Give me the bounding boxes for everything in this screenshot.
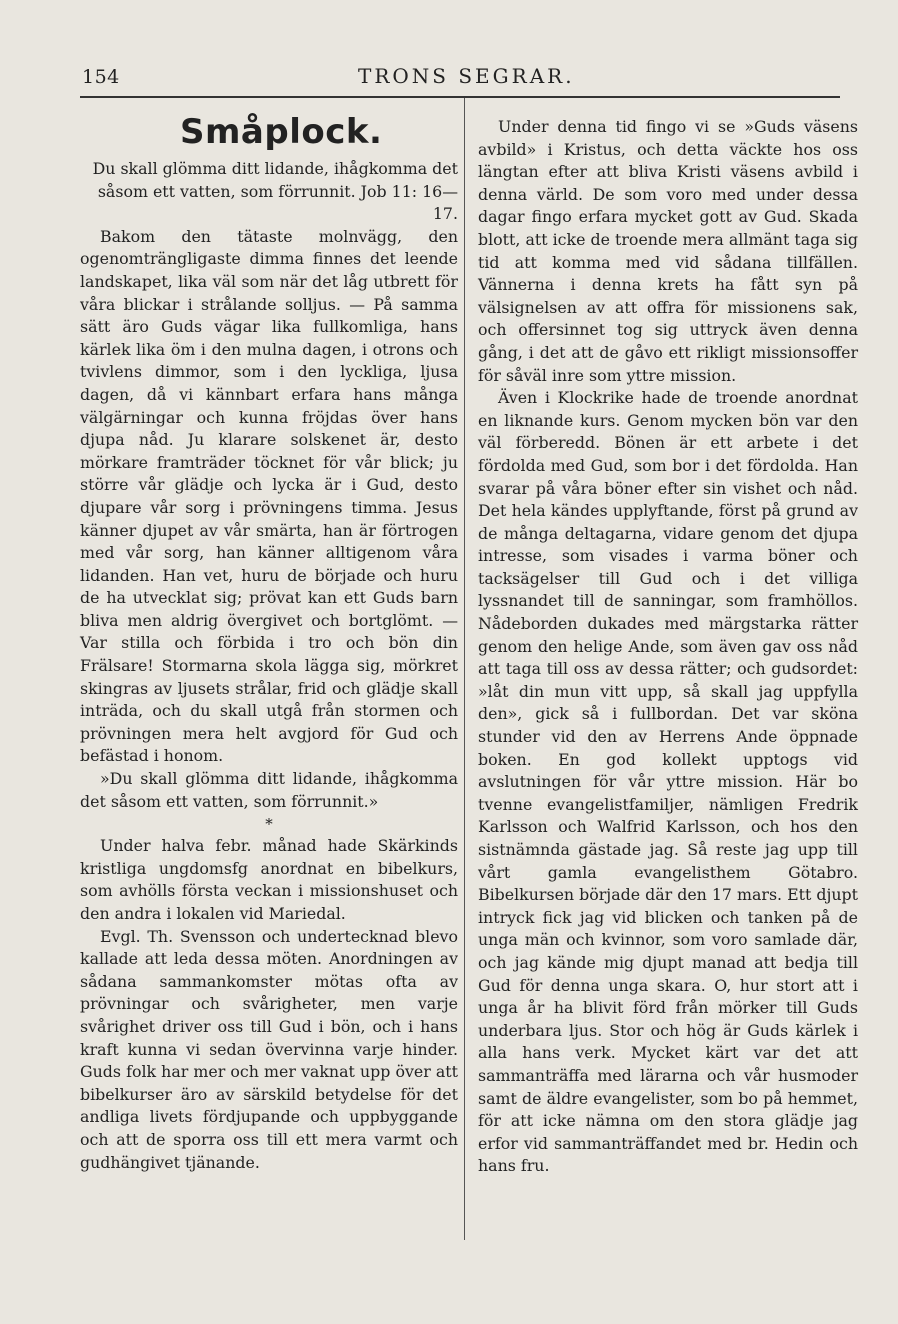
paragraph: Under denna tid fingo vi se »Guds väsens avbild» i Kristus, och detta väckte hos oss längtan efter att bliva Kristi väsens avbild i denna värld. De som voro med under dessa dagar fingo erfara mycket gott av Gud. Skada blott, att icke de troende mera allmänt taga sig tid att komma med vid sådana tillfällen. Vännerna i denna krets ha fått syn på välsignelsen av att offra för missionens sak, och offersinnet tog sig uttryck även denna gång, i det att de gåvo ett rikligt missionsoffer för såväl inre som yttre mission. <box>478 117 858 385</box>
left-column <box>80 112 458 1174</box>
running-title: TRONS SEGRAR. <box>358 64 575 88</box>
paragraph: Även i Klockrike hade de troende anordnat en liknande kurs. Genom mycken bön var den väl förberedd. Bönen är ett arbete i det fördolda med Gud, som bor i det fördolda. Han svarar på våra böner efter sin vishet och nåd. Det hela kändes upplyftande, först på grund av de många deltagarna, vidare genom det djupa intresse, som visades i varma böner och tacksägelser till Gud och i det villiga lyssnandet till de sanningar, som framhöllos. Nådeborden dukades med märgstarka rätter genom den helige Ande, som även gav oss nåd att taga till oss av dessa rätter; och gudsordet: »låt din mun vitt upp, så skall jag uppfylla den», gick så i fullbordan. Det var sköna stunder vid den av Herrens Ande öppnade boken. En god kollekt upptogs vid avslutningen för vår yttre mission. Här bo tvenne evangelistfamiljer, nämligen Fredrik Karlsson och Walfrid Karlsson, och hos den sistnämnda gästade jag. Så reste jag upp till vårt gamla evangelisthem Götabro. Bibelkursen började där den 17 mars. Ett djupt intryck fick jag vid blicken och tanken på de unga män och kvinnor, som voro samlade där, och jag kände mig djupt manad att bedja till Gud för denna unga skara. O, hur stort att i unga år ha blivit förd från mörker till Guds underbara ljus. Stor och hög är Guds kärlek i alla hans verk. Mycket kärt var det att sammanträffa med lärarna och vår husmoder samt de äldre evangelister, som bo på hemmet, för att icke nämna om den stora glädje jag erfor vid sammanträffandet med br. Hedin och hans fru. <box>478 388 858 1176</box>
section-separator: * <box>265 815 273 834</box>
paragraph: »Du skall glömma ditt lidande, ihågkomma det såsom ett vatten, som förrunnit.» <box>80 769 458 811</box>
header-rule <box>80 96 840 98</box>
column-divider <box>464 98 465 1240</box>
epigraph: Du skall glömma ditt lidande, ihågkomma det såsom ett vatten, som förrunnit. Job 11: 16—17. <box>92 159 458 224</box>
paragraph: Under halva febr. månad hade Skärkinds kristliga ungdomsfg anordnat en bibelkurs, som avhölls första veckan i missionshuset och den andra i lokalen vid Mariedal. <box>80 836 458 923</box>
right-column <box>478 116 858 1178</box>
paragraph: Evgl. Th. Svensson och undertecknad blevo kallade att leda dessa möten. Anordningen av sådana sammankomster mötas ofta av prövningar och svårigheter, men varje svårighet driver oss till Gud i bön, och i hans kraft kunna vi sedan övervinna varje hinder. Guds folk har mer och mer vaknat upp över att bibelkurser äro av särskild betydelse för det andliga livets fördjupande och uppbyggande och att de sporra oss till ett mera varmt och gudhängivet tjänande. <box>80 926 458 1172</box>
article-title: Småplock. <box>180 112 383 152</box>
paragraph: Bakom den tätaste molnvägg, den ogenomträngligaste dimma finnes det leende landskapet, lika väl som när det låg utbrett för våra blickar i strålande solljus. — På samma sätt äro Guds vägar lika fullkomliga, hans kärlek lika öm i den mulna dagen, i otrons och tvivlens dimmor, som i den lyckliga, ljusa dagen, då vi kännbart erfara hans många välgärningar och kunna fröjdas över hans djupa nåd. Ju klarare solskenet är, desto mörkare framträder töcknet för vår blick; ju större vår glädje och lycka är i Gud, desto djupare vår sorg i prövningens timma. Jesus känner djupet av vår smärta, han är förtrogen med vår sorg, han känner alltigenom våra lidanden. Han vet, huru de började och huru de ha utvecklat sig; prövat kan ett Guds barn bliva men aldrig övergivet och bortglömt. — Var stilla och förbida i tro och bön din Frälsare! Stormarna skola lägga sig, mörkret skingras av ljusets strålar, frid och glädje skall inträda, och du skall utgå från stormen och prövningen mera helt avgjord för Gud och befästad i honom. <box>80 226 458 766</box>
page-number: 154 <box>82 66 120 88</box>
